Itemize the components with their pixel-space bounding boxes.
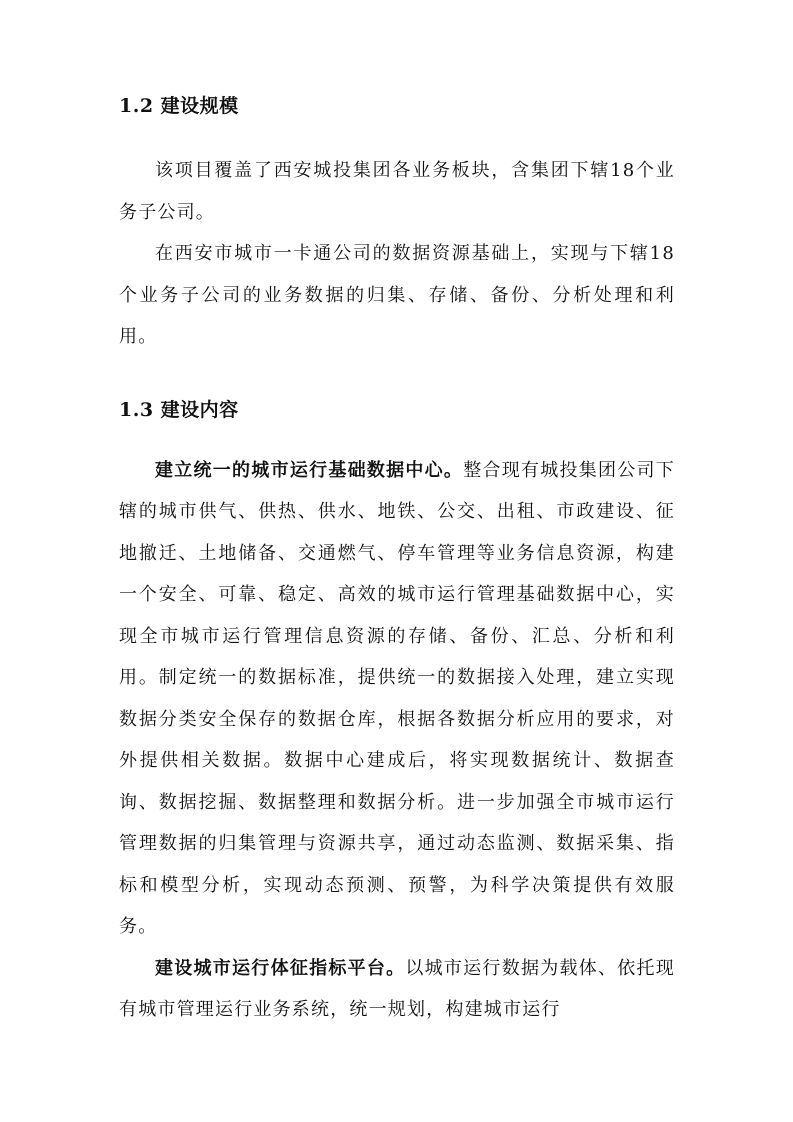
paragraph-lead: 建设城市运行体征指标平台。 xyxy=(155,957,406,979)
paragraph-body: 整合现有城投集团公司下辖的城市供气、供热、供水、地铁、公交、出租、市政建设、征地撤迁、土地储备、交通燃气、停车管理等业务信息资源，构建一个安全、可靠、稳定、高效的城市运行管理基础数据中心，实现全市城市运行管理信息资源的存储、备份、汇总、分析和利用。制定统一的数据标准，提供统一的数据接入处理，建立实现数据分类安全保存的数据仓库，根据各数据分析应用的要求，对外提供相关数据。数据中心建成后，将实现数据统计、数据查询、数据挖掘、数据整理和数据分析。进一步加强全市城市运行管理数据的归集管理与资源共享，通过动态监测、数据采集、指标和模型分析，实现动态预测、预警，为科学决策提供有效服务。 xyxy=(119,459,675,937)
paragraph-body: 以城市运行数据为载体、依托现有城市管理运行业务系统，统一规划，构建城市运行 xyxy=(119,957,675,1020)
paragraph-content-1 xyxy=(119,450,675,948)
paragraph-scale-1: 该项目覆盖了西安城投集团各业务板块，含集团下辖18个业务子公司。 xyxy=(119,160,675,223)
paragraph-content-2 xyxy=(119,948,675,1031)
paragraph-lead: 建立统一的城市运行基础数据中心。 xyxy=(155,459,464,481)
section-heading-1-3: 1.3 建设内容 xyxy=(119,398,239,421)
paragraph-scale-2: 在西安市城市一卡通公司的数据资源基础上，实现与下辖18个业务子公司的业务数据的归集、存储、备份、分析处理和利用。 xyxy=(119,243,675,347)
section-heading-1-2: 1.2 建设规模 xyxy=(119,95,239,117)
document-body xyxy=(119,92,675,1031)
